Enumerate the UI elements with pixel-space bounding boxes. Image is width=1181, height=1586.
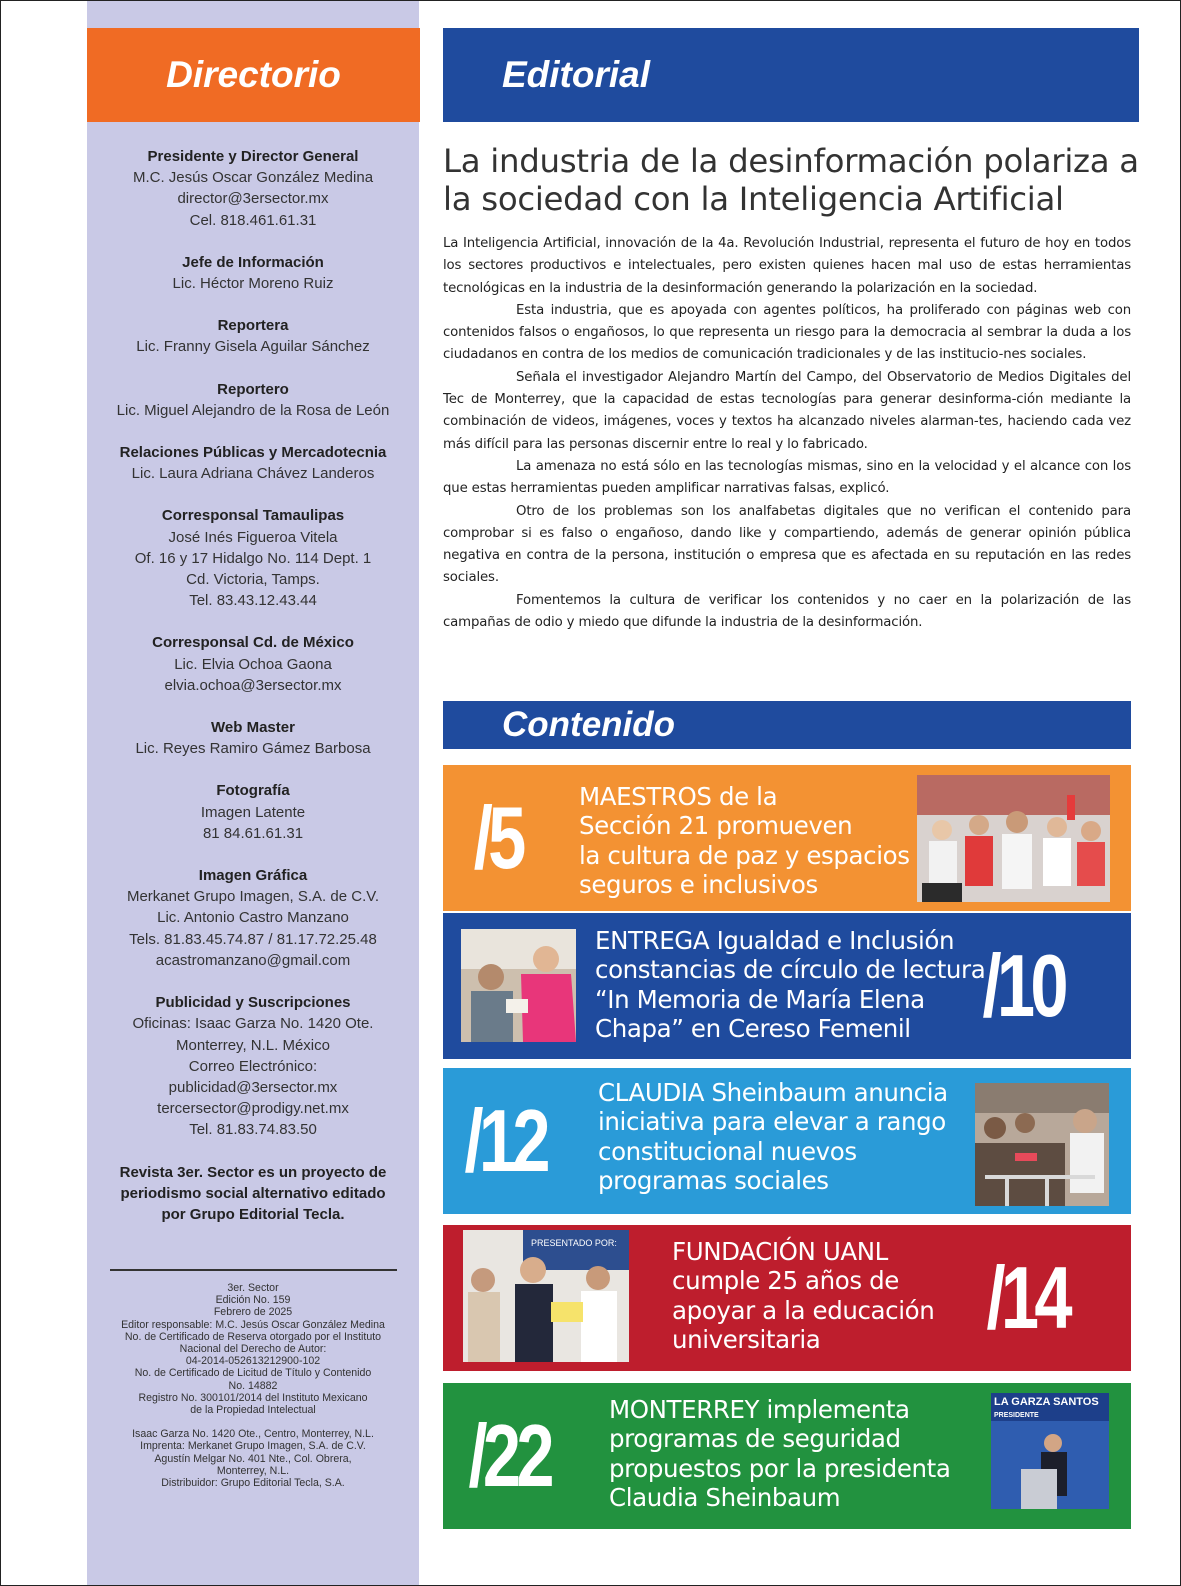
contents-item[interactable]: [443, 1068, 1131, 1214]
editorial-paragraph: Señala el investigador Alejandro Martín del Campo, del Observatorio de Medios Digitales del Tec de Monterrey, que la capacidad de estas tecnologías para generar desinforma-ción mediante la combinación de videos, imágenes, voces y textos ha alcanzado niveles alarman-tes, haciendo cada vez más difícil para las personas discernir entre lo real y lo fabricado.: [443, 369, 1131, 452]
directory-entry: [92, 379, 414, 421]
contents-item[interactable]: [443, 1225, 1131, 1371]
item-headline-line: MONTERREY implementa: [609, 1395, 910, 1424]
directory-entry-title: Web Master: [211, 719, 295, 737]
contents-title-text: Contenido: [502, 705, 676, 744]
directory-entry-line: Tel. 83.43.12.43.44: [189, 592, 317, 610]
directory-entry-line: Imagen Latente: [200, 803, 306, 821]
directory-entry-title: Reportero: [217, 380, 289, 398]
directory-entry-title: Corresponsal Cd. de México: [152, 634, 354, 652]
directory-list: [92, 146, 414, 1225]
imprint-line: No. de Certificado de Licitud de Título y Contenido: [134, 1367, 372, 1380]
imprint-line: Febrero de 2025: [213, 1306, 293, 1319]
page-number: /12: [464, 1091, 546, 1190]
contents-item[interactable]: [443, 765, 1131, 911]
award-photo: [463, 1230, 629, 1362]
imprint-line: Isaac Garza No. 1420 Ote., Centro, Monterrey, N.L.: [132, 1428, 374, 1441]
directory-entry-line: 81 84.61.61.31: [202, 824, 304, 842]
page-number: /5: [473, 788, 522, 887]
directory-entry-line: Oficinas: Isaac Garza No. 1420 Ote.: [132, 1015, 374, 1033]
project-note-line: por Grupo Editorial Tecla.: [161, 1205, 345, 1223]
item-headline-line: Chapa” en Cereso Femenil: [595, 1014, 911, 1044]
project-note-line: Revista 3er. Sector es un proyecto de: [119, 1163, 387, 1181]
directory-entry-line: tercersector@prodigy.net.mx: [157, 1100, 349, 1118]
item-headline-line: constancias de círculo de lectura: [595, 955, 986, 985]
item-headline: [579, 782, 910, 900]
directory-entry-line: Monterrey, N.L. México: [176, 1036, 330, 1054]
directory-entry-title: Corresponsal Tamaulipas: [161, 507, 345, 525]
directory-entry-line: Lic. Franny Gisela Aguilar Sánchez: [136, 338, 370, 356]
page-number: /22: [468, 1406, 550, 1505]
item-headline-line: iniciativa para elevar a rango: [598, 1107, 946, 1137]
teachers-photo: [917, 775, 1110, 902]
directory-entry-line: Lic. Antonio Castro Manzano: [157, 909, 349, 927]
editorial-title: [443, 28, 1139, 122]
imprint-line: Editor responsable: M.C. Jesús Oscar González Medina: [121, 1318, 385, 1331]
editorial-title-text: Editorial: [502, 54, 651, 95]
directory-entry: [92, 315, 414, 357]
directory-entry-title: Jefe de Información: [182, 253, 324, 271]
imprint-line: Nacional del Derecho de Autor:: [179, 1343, 327, 1356]
imprint-line: No. 14882: [228, 1379, 278, 1392]
project-note-line: periodismo social alternativo editado: [120, 1184, 386, 1202]
directory-entry-title: Fotografía: [216, 782, 290, 800]
item-headline-line: programas sociales: [598, 1166, 829, 1196]
item-headline-line: MAESTROS de la: [579, 782, 778, 811]
item-headline-line: constitucional nuevos: [598, 1136, 857, 1166]
contents-item[interactable]: [443, 913, 1131, 1059]
directory-entry: [92, 632, 414, 696]
project-note: [92, 1162, 414, 1226]
directory-entry: [92, 780, 414, 844]
directory-entry-line: Cd. Victoria, Tamps.: [186, 571, 320, 589]
editorial-headline: La industria de la desinformación polariza a la sociedad con la Inteligencia Artificial: [443, 142, 1139, 218]
directory-entry-line: director@3ersector.mx: [177, 190, 329, 208]
directory-entry-line: M.C. Jesús Oscar González Medina: [132, 169, 374, 187]
reading-circle-photo: [461, 929, 576, 1042]
item-headline-line: Sección 21 promueven: [579, 811, 853, 841]
imprint-line: Imprenta: Merkanet Grupo Imagen, S.A. de C.V.: [140, 1440, 366, 1453]
directory-entry-title: Reportera: [217, 317, 289, 335]
item-headline-line: universitaria: [672, 1325, 821, 1355]
imprint-line: Monterrey, N.L.: [216, 1464, 290, 1477]
item-headline-line: cumple 25 años de: [672, 1266, 899, 1296]
item-headline-line: “In Memoria de María Elena: [595, 984, 925, 1014]
directory-entry: [92, 442, 414, 484]
directory-entry-title: Presidente y Director General: [147, 148, 359, 165]
imprint-line: de la Propiedad Intelectual: [190, 1404, 316, 1417]
directory-entry-title: Relaciones Públicas y Mercadotecnia: [119, 444, 387, 462]
page-number: /10: [982, 936, 1064, 1035]
directory-entry-line: Merkanet Grupo Imagen, S.A. de C.V.: [126, 888, 380, 906]
directory-entry-line: José Inés Figueroa Vitela: [168, 528, 338, 546]
podium-photo: [991, 1393, 1109, 1509]
directory-entry-line: elvia.ochoa@3ersector.mx: [164, 676, 342, 694]
directory-entry: [92, 146, 414, 231]
directory-entry-line: publicidad@3ersector.mx: [168, 1078, 338, 1096]
editorial-body: [443, 233, 1131, 634]
directory-entry-line: Correo Electrónico:: [188, 1057, 318, 1075]
item-headline-line: propuestos por la presidenta: [609, 1453, 951, 1483]
imprint-line: Distribuidor: Grupo Editorial Tecla, S.A.: [161, 1477, 345, 1490]
item-headline-line: FUNDACIÓN UANL: [672, 1237, 888, 1266]
directory-entry-title: Publicidad y Suscripciones: [155, 994, 351, 1012]
item-headline-line: apoyar a la educación: [672, 1295, 935, 1325]
imprint-line: 3er. Sector: [227, 1282, 279, 1294]
item-headline: [609, 1395, 950, 1513]
imprint-line: No. de Certificado de Reserva otorgado por el Instituto: [124, 1330, 382, 1343]
podium-banner-sub-sign: PRESIDENTE: [994, 1412, 1039, 1419]
directory-entry-line: acastromanzano@gmail.com: [155, 951, 351, 969]
directory-entry: [92, 992, 414, 1140]
page-number: /14: [986, 1248, 1068, 1347]
directory-entry: [92, 865, 414, 971]
item-headline: [672, 1237, 934, 1355]
directory-entry-line: Lic. Héctor Moreno Ruiz: [172, 275, 334, 293]
editorial-paragraph: La Inteligencia Artificial, innovación de la 4a. Revolución Industrial, representa el futuro de hoy en todos los sectores productivos e intelectuales, pero existen quienes hacen mal uso de estas herramientas tecnológicas en la industria de la desinformación generando la polarización en la sociedad.: [443, 236, 1131, 296]
editorial-paragraph: Otro de los problemas son los analfabetas digitales que no verifican el contenido para comprobar si es falso o engañoso, dando like y compartiendo, además de generar opinión pública negativa en contra de la persona, institución o empresa que es afectada en su reputación en las redes sociales.: [443, 503, 1131, 586]
item-headline-line: seguros e inclusivos: [579, 870, 818, 900]
directory-entry-line: Of. 16 y 17 Hidalgo No. 114 Dept. 1: [134, 549, 372, 567]
directory-entry-line: Lic. Laura Adriana Chávez Landeros: [131, 465, 375, 483]
editorial-paragraph: Esta industria, que es apoyada con agentes políticos, ha proliferado con páginas web con contenidos falsos o engañosos, lo que representa un riesgo para la democracia al sembrar la duda a los ciudadanos en contra de los medios de comunicación tradicionales y de las institucio-nes sociales.: [443, 302, 1131, 363]
imprint-line: Edición No. 159: [215, 1294, 291, 1307]
directory-title: Directorio: [87, 28, 420, 122]
directory-entry-title: Imagen Gráfica: [198, 867, 308, 885]
directory-entry-line: Lic. Reyes Ramiro Gámez Barbosa: [135, 740, 371, 758]
crowd-photo: [975, 1083, 1109, 1206]
directory-entry: [92, 252, 414, 294]
editorial-paragraph: La amenaza no está sólo en las tecnologías mismas, sino en la velocidad y el alcance con los que estas herramientas pueden amplificar narrativas falsas, explicó.: [443, 458, 1131, 497]
imprint-line: 04-2014-052613212900-102: [185, 1355, 321, 1368]
directory-entry-line: Tel. 81.83.74.83.50: [189, 1121, 317, 1139]
imprint-line: Registro No. 300101/2014 del Instituto Mexicano: [138, 1391, 368, 1404]
contents-title: [443, 701, 1131, 749]
imprint-block: [92, 1282, 414, 1489]
directory-entry: [92, 717, 414, 759]
directory-entry-line: Lic. Miguel Alejandro de la Rosa de León: [116, 401, 390, 419]
editorial-paragraph: Fomentemos la cultura de verificar los contenidos y no caer en la polarización de las campañas de odio y miedo que difunde la industria de la desinformación.: [443, 592, 1131, 631]
item-headline-line: Claudia Sheinbaum: [609, 1483, 841, 1513]
item-headline: [598, 1078, 948, 1196]
item-headline-line: programas de seguridad: [609, 1424, 901, 1454]
directory-entry-line: Tels. 81.83.45.74.87 / 81.17.72.25.48: [129, 930, 377, 948]
directory-entry-line: Lic. Elvia Ochoa Gaona: [174, 655, 332, 673]
item-headline-line: CLAUDIA Sheinbaum anuncia: [598, 1078, 948, 1107]
podium-banner-sign: LA GARZA SANTOS: [994, 1396, 1099, 1408]
contents-item[interactable]: [443, 1383, 1131, 1529]
award-banner-sign: PRESENTADO POR:: [531, 1238, 617, 1248]
item-headline-line: ENTREGA Igualdad e Inclusión: [595, 926, 955, 955]
item-headline-line: la cultura de paz y espacios: [579, 840, 910, 870]
directory-entry-line: Cel. 818.461.61.31: [189, 211, 317, 229]
directory-entry: [92, 505, 414, 611]
divider: [110, 1269, 397, 1271]
imprint-line: Agustín Melgar No. 401 Nte., Col. Obrera,: [154, 1452, 352, 1465]
item-headline: [595, 926, 985, 1044]
